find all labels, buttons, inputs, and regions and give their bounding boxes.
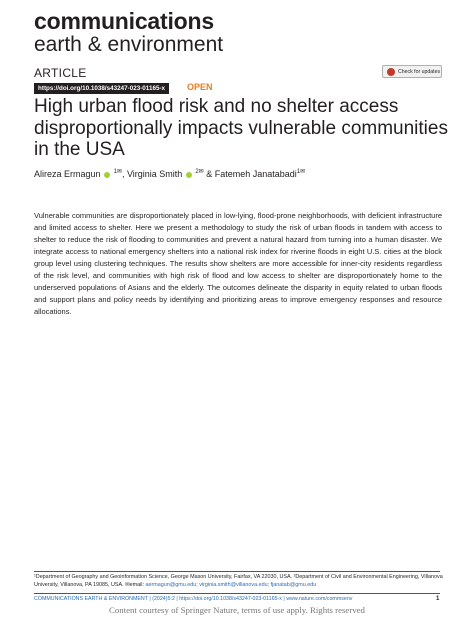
courtesy-watermark: Content courtesy of Springer Nature, terms of use apply. Rights reserved — [109, 605, 365, 615]
author-emails[interactable]: aermagun@gmu.edu; virginia.smith@villanova.edu; fjanatab@gmu.edu — [145, 582, 317, 589]
author-name[interactable]: Fatemeh Janatabadi — [214, 169, 297, 179]
orcid-icon[interactable] — [104, 172, 110, 178]
article-type-label: ARTICLE — [34, 66, 87, 80]
affiliations-text: ¹Department of Geography and Geoinformation Science, George Mason University, Fairfax, VA 22030, USA. ²Department of Civil and Environmental Engineering, Villanova University, Villanova, PA 19085, USA. ✉email: — [34, 574, 443, 589]
affiliation-divider — [34, 571, 440, 572]
orcid-icon[interactable] — [186, 172, 192, 178]
author-name[interactable]: Virginia Smith — [126, 169, 183, 179]
author-separator: , — [121, 169, 127, 179]
check-updates-label: Check for updates — [398, 68, 441, 75]
doi-link[interactable]: https://doi.org/10.1038/s43247-023-01165-x — [34, 83, 169, 94]
page-number: 1 — [436, 596, 440, 602]
check-for-updates-button[interactable] — [382, 65, 442, 78]
author-name[interactable]: Alireza Ermagun — [34, 169, 101, 179]
author-separator: & — [203, 169, 215, 179]
affiliations — [34, 573, 444, 589]
journal-title-line1: communications — [34, 8, 214, 34]
author-affiliation-mark: 1✉ — [113, 169, 122, 175]
check-updates-icon — [387, 68, 395, 76]
abstract: Vulnerable communities are disproportionately placed in low-lying, flood-prone neighborhoods, with deficient infrastructure and limited access to shelter. Here we present a methodology to study the risk of urban floods in tandem with access to shelter to reduce the risk of flooding to communities and prevent a natural hazard from turning into a human disaster. We integrate access to national emergency shelters into a national risk index for riverine floods in eight U.S. cities at the block group level using clustering techniques. The results show shelters are more accessible for inner-city residents regardless of the risk level, and communities with high risk of flood and low access to shelter are disproportionately home to the underserved populations of Asians and the elderly. The outcomes delineate the disparity in equity related to urban floods and support plans and policy needs by identifying and prioritizing areas to improve emergency responses and resource allocations. — [34, 211, 442, 316]
footer-divider — [34, 593, 440, 594]
article-title: High urban flood risk and no shelter access disproportionally impacts vulnerable communities in the USA — [34, 96, 448, 160]
open-access-badge: OPEN — [187, 82, 213, 92]
page-footer: COMMUNICATIONS EARTH & ENVIRONMENT | (2024)5:2 | https://doi.org/10.1038/s43247-023-01165-x | www.nature.com/commsenv — [34, 596, 353, 602]
author-affiliation-mark: 1✉ — [296, 169, 306, 175]
journal-title-line2: earth & environment — [34, 33, 224, 56]
author-list — [34, 168, 305, 179]
author-affiliation-mark: 2✉ — [195, 169, 204, 175]
